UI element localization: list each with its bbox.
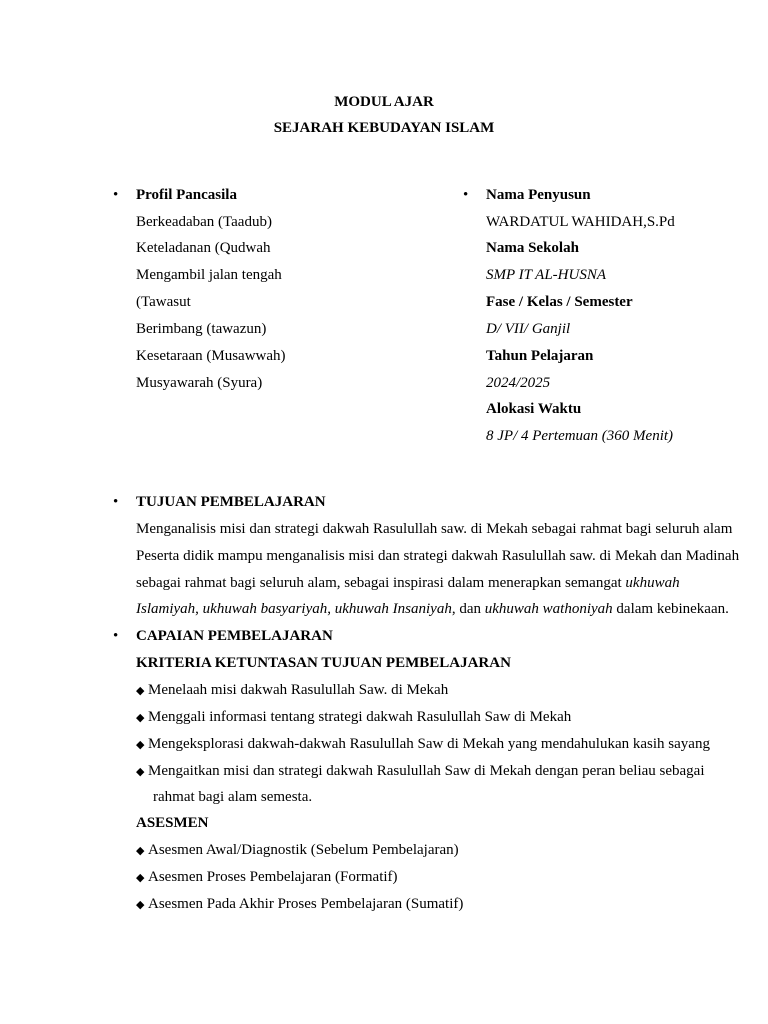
tujuan-text: Menganalisis misi dan strategi dakwah Rasulullah saw. di Mekah sebagai rahmat bagi seluruh alam: [136, 521, 733, 537]
tujuan-text-part: , dan: [451, 601, 485, 617]
kriteria-item-text: Menggali informasi tentang strategi dakwah Rasulullah Saw di Mekah: [148, 709, 572, 725]
profil-item: (Tawasut: [136, 294, 191, 310]
bullet-icon: •: [113, 187, 119, 203]
profil-item: Kesetaraan (Musawwah): [136, 348, 286, 364]
kriteria-item: [136, 762, 705, 781]
profil-item: Berimbang (tawazun): [136, 321, 267, 337]
bullet-icon: •: [113, 628, 119, 644]
kriteria-heading: KRITERIA KETUNTASAN TUJUAN PEMBELAJARAN: [136, 655, 511, 671]
document-title: MODUL AJAR: [334, 94, 434, 110]
time-value: 8 JP/ 4 Pertemuan (360 Menit): [486, 428, 674, 444]
document-subtitle: SEJARAH KEBUDAYAN ISLAM: [273, 120, 495, 136]
asesmen-item: [136, 868, 398, 887]
tujuan-text: [136, 600, 729, 618]
bullet-icon: •: [463, 187, 469, 203]
profil-item: Mengambil jalan tengah: [136, 267, 282, 283]
tujuan-text: [136, 574, 680, 592]
tujuan-heading: TUJUAN PEMBELAJARAN: [136, 494, 326, 510]
tujuan-text-italic: ukhuwah wathoniyah: [484, 601, 613, 617]
profil-item: Musyawarah (Syura): [136, 375, 263, 391]
tujuan-text-italic: ukhuwah Insaniyah: [334, 601, 452, 617]
kriteria-item: [136, 735, 710, 754]
phase-value: D/ VII/ Ganjil: [486, 321, 571, 337]
diamond-bullet-icon: ◆: [136, 899, 145, 911]
diamond-bullet-icon: ◆: [136, 685, 145, 697]
kriteria-item-text: Mengeksplorasi dakwah-dakwah Rasulullah Saw di Mekah yang mendahulukan kasih sayang: [148, 736, 710, 752]
diamond-bullet-icon: ◆: [136, 766, 145, 778]
tujuan-text-part: ,: [195, 601, 203, 617]
diamond-bullet-icon: ◆: [136, 712, 145, 724]
diamond-bullet-icon: ◆: [136, 739, 145, 751]
tujuan-text: Peserta didik mampu menganalisis misi dan strategi dakwah Rasulullah saw. di Mekah dan Madinah: [136, 548, 740, 564]
author-value: WARDATUL WAHIDAH,S.Pd: [486, 214, 675, 230]
diamond-bullet-icon: ◆: [136, 845, 145, 857]
asesmen-item: [136, 841, 459, 860]
profil-heading: Profil Pancasila: [136, 187, 237, 203]
tujuan-text-italic: Islamiyah: [136, 601, 196, 617]
kriteria-item: [136, 708, 571, 727]
kriteria-item-text: Menelaah misi dakwah Rasulullah Saw. di Mekah: [148, 682, 449, 698]
tujuan-text-part: sebagai rahmat bagi seluruh alam, sebagai inspirasi dalam menerapkan semangat: [136, 575, 626, 591]
school-value: SMP IT AL-HUSNA: [486, 267, 607, 283]
tujuan-text-italic: ukhuwah: [625, 575, 680, 591]
asesmen-item: [136, 895, 463, 914]
tujuan-text-part: dalam kebinekaan.: [612, 601, 729, 617]
capaian-heading: CAPAIAN PEMBELAJARAN: [136, 628, 333, 644]
phase-label: Fase / Kelas / Semester: [486, 294, 633, 310]
tujuan-text-italic: ukhuwah basyariyah: [202, 601, 328, 617]
asesmen-item-text: Asesmen Pada Akhir Proses Pembelajaran (Sumatif): [148, 896, 464, 912]
bullet-icon: •: [113, 494, 119, 510]
year-label: Tahun Pelajaran: [486, 348, 594, 364]
asesmen-item-text: Asesmen Proses Pembelajaran (Formatif): [148, 869, 398, 885]
diamond-bullet-icon: ◆: [136, 872, 145, 884]
author-label: Nama Penyusun: [486, 187, 591, 203]
tujuan-text-part: ,: [327, 601, 335, 617]
kriteria-item: [136, 681, 448, 700]
year-value: 2024/2025: [486, 375, 551, 391]
profil-item: Keteladanan (Qudwah: [136, 240, 271, 256]
kriteria-item-text: Mengaitkan misi dan strategi dakwah Rasulullah Saw di Mekah dengan peran beliau sebagai: [148, 763, 705, 779]
asesmen-item-text: Asesmen Awal/Diagnostik (Sebelum Pembelajaran): [148, 842, 459, 858]
school-label: Nama Sekolah: [486, 240, 579, 256]
time-label: Alokasi Waktu: [486, 401, 582, 417]
profil-item: Berkeadaban (Taadub): [136, 214, 272, 230]
asesmen-heading: ASESMEN: [136, 815, 209, 831]
kriteria-item-continuation: rahmat bagi alam semesta.: [153, 789, 313, 805]
